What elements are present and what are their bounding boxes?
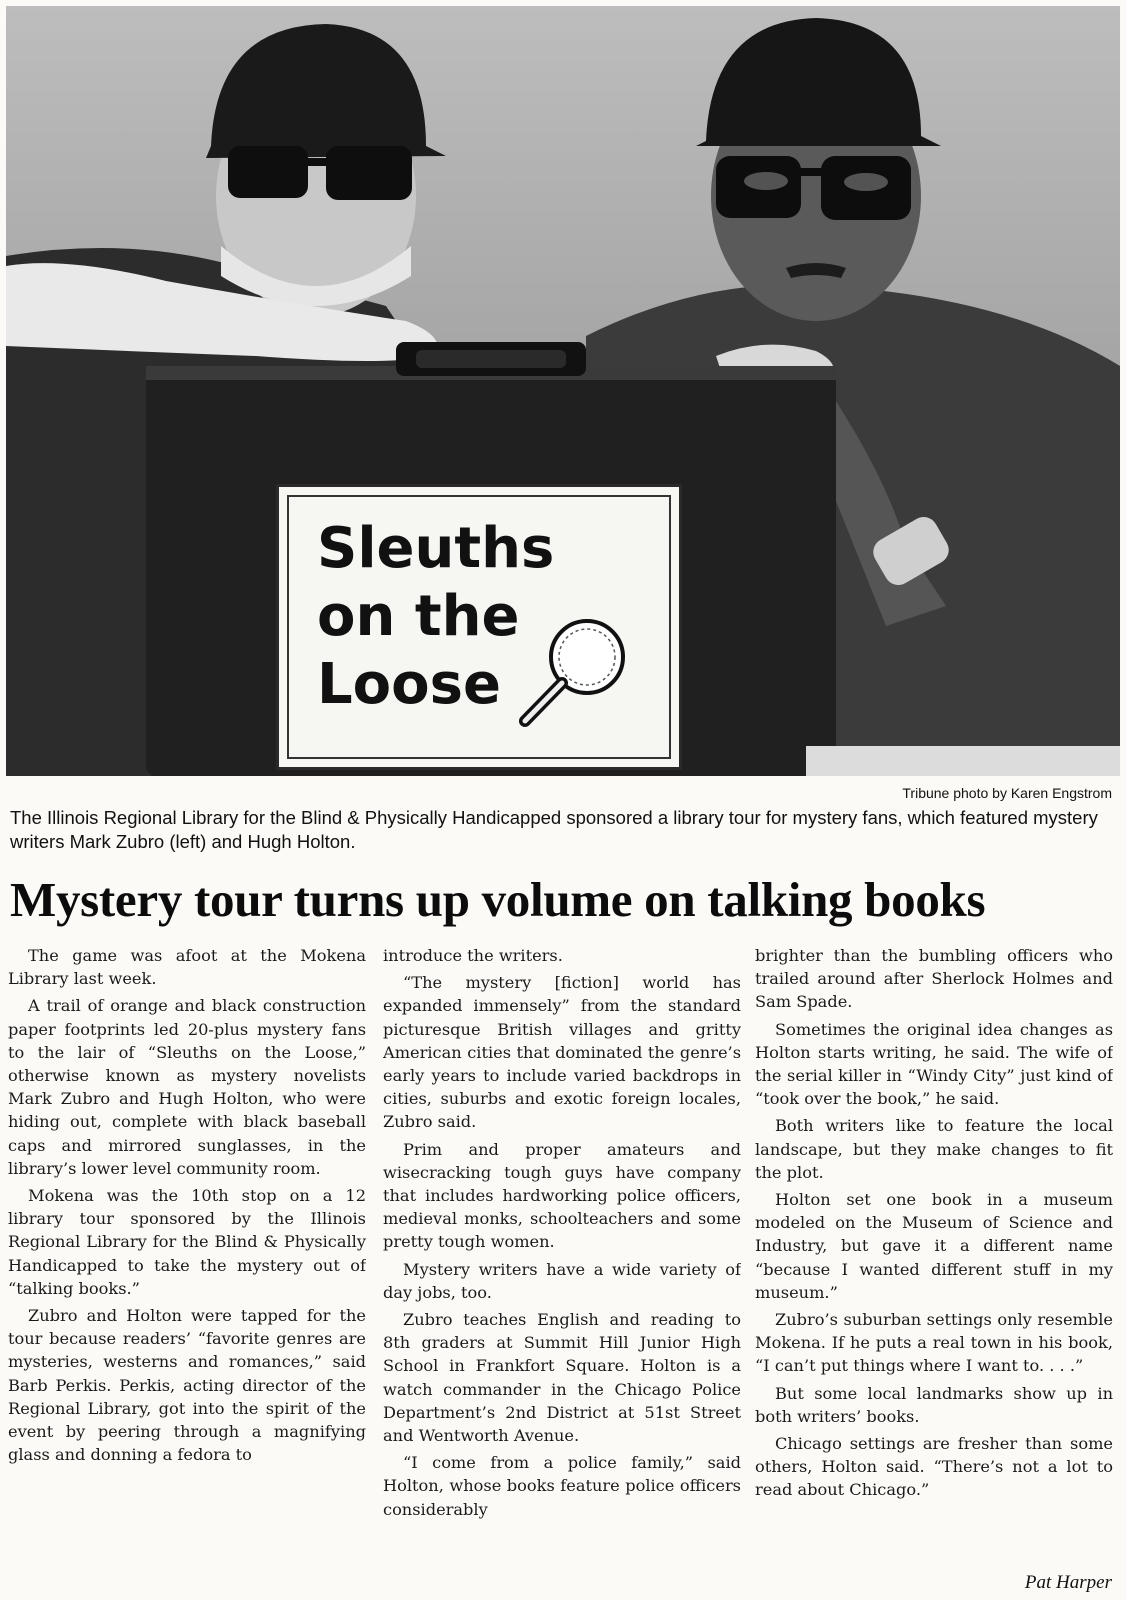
paragraph: Zubro’s suburban settings only resemble Mokena. If he puts a real town in his book, “I can’t put things where I want to. . . .” bbox=[755, 1310, 1113, 1376]
paragraph: Zubro and Holton were tapped for the tour because readers’ “favorite genres are mysteries, westerns and romances,” said Barb Perkis. Perkis, acting director of the Regional Library, got into the spirit of the event by peering through a magnifying glass and donning a fedora to bbox=[8, 1306, 366, 1465]
photo-credit: Tribune photo by Karen Engstrom bbox=[902, 785, 1112, 801]
paragraph: Both writers like to feature the local landscape, but they make changes to fit the plot. bbox=[755, 1116, 1113, 1182]
paragraph: Mystery writers have a wide variety of day jobs, too. bbox=[383, 1259, 741, 1302]
article-column-3 bbox=[755, 944, 1113, 1594]
paragraph: brighter than the bumbling officers who trailed around after Sherlock Holmes and Sam Spade. bbox=[755, 946, 1113, 1012]
paragraph: Zubro teaches English and reading to 8th graders at Summit Hill Junior High School in Frankfort Square. Holton is a watch commander in the Chicago Police Department’s 2nd District at 51st Street and Wentworth Avenue. bbox=[383, 1310, 741, 1446]
paragraph: A trail of orange and black construction paper footprints led 20-plus mystery fans to the lair of “Sleuths on the Loose,” otherwise known as mystery novelists Mark Zubro and Hugh Holton, who were hiding out, complete with black baseball caps and mirrored sunglasses, in the library’s lower level community room. bbox=[8, 996, 366, 1178]
paragraph: introduce the writers. bbox=[383, 946, 563, 965]
article-column-2 bbox=[383, 944, 741, 1594]
article-photo bbox=[6, 6, 1120, 776]
paragraph: Chicago settings are fresher than some others, Holton said. “There’s not a lot to read about Chicago.” bbox=[755, 1434, 1113, 1500]
paragraph: The game was afoot at the Mokena Library last week. bbox=[8, 946, 366, 989]
photo-caption: The Illinois Regional Library for the Blind & Physically Handicapped sponsored a library tour for mystery fans, which featured mystery writers Mark Zubro (left) and Hugh Holton. bbox=[10, 807, 1098, 852]
paragraph: “The mystery [fiction] world has expanded immensely” from the standard picturesque British villages and gritty American cities that dominated the genre’s early years to include varied backdrops in cities, suburbs and exotic foreign locales, Zubro said. bbox=[383, 973, 741, 1132]
byline: Pat Harper bbox=[1024, 1572, 1112, 1593]
paragraph: Holton set one book in a museum modeled on the Museum of Science and Industry, but gave it a different name “because I wanted different stuff in my museum.” bbox=[755, 1190, 1113, 1302]
headline: Mystery tour turns up volume on talking books bbox=[10, 872, 986, 927]
article-column-1 bbox=[8, 944, 366, 1594]
sleuths-sign bbox=[276, 484, 682, 770]
paragraph: “I come from a police family,” said Holton, whose books feature police officers considerably bbox=[383, 1453, 741, 1519]
sign-text: Sleuths on the Loose bbox=[317, 516, 555, 717]
paragraph: Mokena was the 10th stop on a 12 library tour sponsored by the Illinois Regional Library for the Blind & Physically Handicapped to take the mystery out of “talking books.” bbox=[8, 1186, 366, 1298]
paragraph: Sometimes the original idea changes as Holton starts writing, he said. The wife of the serial killer in “Windy City” just kind of “took over the book,” he said. bbox=[755, 1019, 1113, 1109]
paragraph: Prim and proper amateurs and wisecracking tough guys have company that includes hardworking police officers, medieval monks, schoolteachers and some pretty tough women. bbox=[383, 1139, 741, 1252]
paragraph: But some local landmarks show up in both writers’ books. bbox=[755, 1383, 1113, 1426]
magnifying-glass-icon bbox=[507, 609, 637, 739]
